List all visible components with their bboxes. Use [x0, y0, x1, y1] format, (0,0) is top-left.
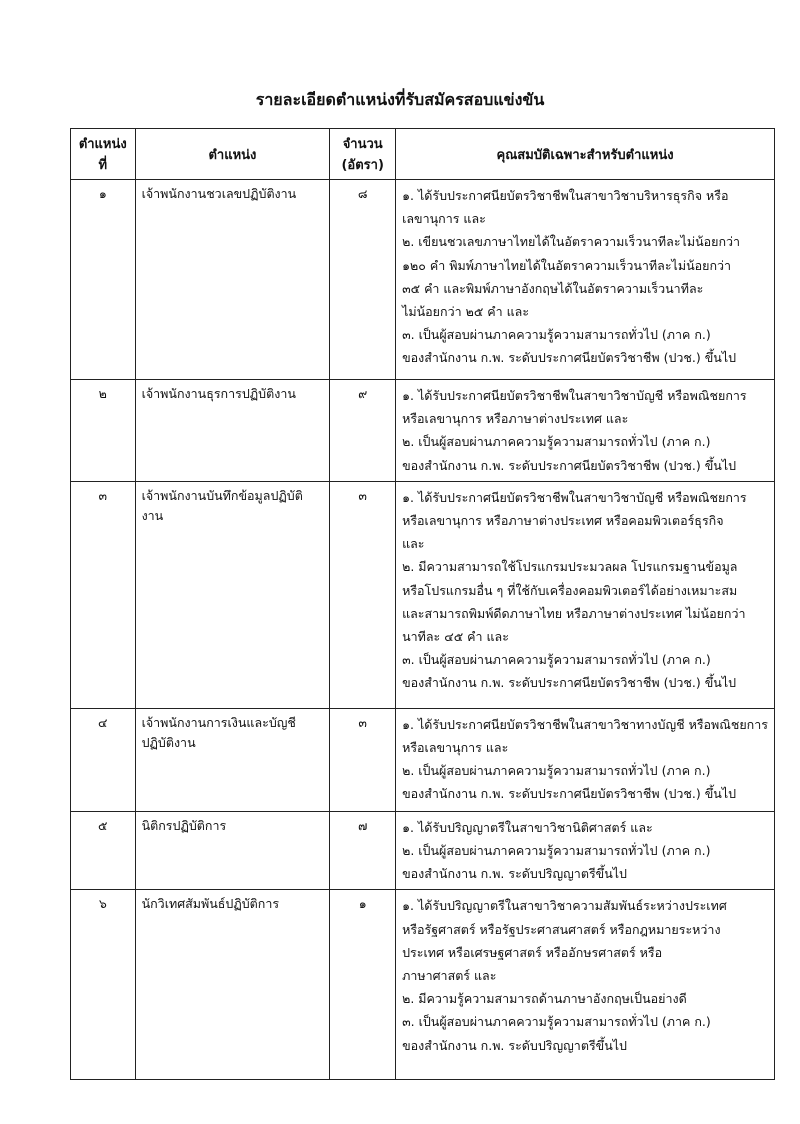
- qualifications-cell: [396, 180, 775, 380]
- position-number: ๔: [71, 708, 136, 811]
- qualification-line: ประเทศ หรือเศรษฐศาสตร์ หรืออักษรศาสตร์ หรือ: [402, 944, 663, 960]
- qualifications-cell: [396, 380, 775, 482]
- position-name: นิติกรปฏิบัติการ: [135, 811, 330, 890]
- position-name: เจ้าพนักงานธุรการปฏิบัติงาน: [135, 380, 330, 482]
- table-row: [71, 708, 775, 811]
- qualification-line: หรือเลขานุการ หรือภาษาต่างประเทศ หรือคอมพิวเตอร์ธุรกิจ: [402, 513, 724, 529]
- position-count: ๓: [330, 708, 396, 811]
- header-count: จำนวน (อัตรา): [330, 129, 396, 180]
- qualification-line: ๑. ได้รับประกาศนียบัตรวิชาชีพในสาขาวิชาบริหารธุรกิจ หรือ: [402, 188, 729, 203]
- table-row: [71, 811, 775, 890]
- positions-table: [70, 128, 775, 1080]
- qualification-line: ๑. ได้รับประกาศนียบัตรวิชาชีพในสาขาวิชาทางบัญชี หรือพณิชยการ: [402, 716, 768, 732]
- table-row: [71, 180, 775, 380]
- qualification-line: และสามารถพิมพ์ดีดภาษาไทย หรือภาษาต่างประเทศ ไม่น้อยกว่า: [402, 605, 746, 621]
- qualifications-cell: [396, 481, 775, 708]
- qualification-line: เลขานุการ และ: [402, 211, 486, 227]
- header-position-no: ตำแหน่งที่: [71, 129, 136, 180]
- qualification-line: ๑. ได้รับประกาศนียบัตรวิชาชีพในสาขาวิชาบัญชี หรือพณิชยการ: [402, 388, 747, 403]
- qualification-line: ของสำนักงาน ก.พ. ระดับประกาศนียบัตรวิชาชีพ (ปวช.) ขึ้นไป: [402, 350, 737, 366]
- qualification-line: ๒. มีความสามารถใช้โปรแกรมประมวลผล โปรแกรมฐานข้อมูล: [402, 559, 738, 575]
- qualification-line: ๑. ได้รับปริญญาตรีในสาขาวิชาความสัมพันธ์ระหว่างประเทศ: [402, 898, 727, 914]
- table-row: [71, 890, 775, 1080]
- qualification-line: ภาษาศาสตร์ และ: [402, 968, 497, 984]
- qualification-line: ของสำนักงาน ก.พ. ระดับประกาศนียบัตรวิชาชีพ (ปวช.) ขึ้นไป: [402, 457, 737, 473]
- qualification-line: ๑๒๐ คำ พิมพ์ภาษาไทยได้ในอัตราความเร็วนาทีละไม่น้อยกว่า: [402, 257, 732, 273]
- position-count: ๑: [330, 890, 396, 1080]
- position-count: ๘: [330, 180, 396, 380]
- position-count: ๗: [330, 811, 396, 890]
- qualification-line: ๓. เป็นผู้สอบผ่านภาคความรู้ความสามารถทั่วไป (ภาค ก.): [402, 652, 711, 668]
- position-name: เจ้าพนักงานการเงินและบัญชีปฏิบัติงาน: [135, 708, 330, 811]
- qualification-line: ๑. ได้รับประกาศนียบัตรวิชาชีพในสาขาวิชาบัญชี หรือพณิชยการ: [402, 489, 747, 505]
- position-number: ๑: [71, 180, 136, 380]
- qualification-line: ของสำนักงาน ก.พ. ระดับประกาศนียบัตรวิชาชีพ (ปวช.) ขึ้นไป: [402, 675, 737, 691]
- table-header-row: [71, 129, 775, 180]
- qualification-line: ๒. มีความรู้ความสามารถด้านภาษาอังกฤษเป็นอย่างดี: [402, 991, 687, 1007]
- position-number: ๕: [71, 811, 136, 890]
- position-count: ๓: [330, 481, 396, 708]
- qualification-line: ๒. เขียนชวเลขภาษาไทยได้ในอัตราความเร็วนาทีละไม่น้อยกว่า: [402, 234, 741, 250]
- qualifications-cell: [396, 811, 775, 890]
- qualification-line: ๓. เป็นผู้สอบผ่านภาคความรู้ความสามารถทั่วไป (ภาค ก.): [402, 327, 711, 343]
- table-row: [71, 380, 775, 482]
- qualifications-cell: [396, 708, 775, 811]
- qualification-line: หรือเลขานุการ หรือภาษาต่างประเทศ และ: [402, 411, 629, 427]
- header-qualifications: คุณสมบัติเฉพาะสำหรับตำแหน่ง: [396, 129, 775, 180]
- qualification-line: ของสำนักงาน ก.พ. ระดับปริญญาตรีขึ้นไป: [402, 1037, 627, 1053]
- qualification-line: ๒. เป็นผู้สอบผ่านภาคความรู้ความสามารถทั่วไป (ภาค ก.): [402, 843, 711, 859]
- position-name: นักวิเทศสัมพันธ์ปฏิบัติการ: [135, 890, 330, 1080]
- qualification-line: และ: [402, 536, 425, 552]
- qualification-line: ๒. เป็นผู้สอบผ่านภาคความรู้ความสามารถทั่วไป (ภาค ก.): [402, 434, 711, 450]
- qualification-line: ของสำนักงาน ก.พ. ระดับปริญญาตรีขึ้นไป: [402, 866, 627, 882]
- qualification-line: ไม่น้อยกว่า ๒๕ คำ และ: [402, 304, 530, 320]
- position-number: ๓: [71, 481, 136, 708]
- position-name: เจ้าพนักงานบันทึกข้อมูลปฏิบัติงาน: [135, 481, 330, 708]
- qualification-line: ๒. เป็นผู้สอบผ่านภาคความรู้ความสามารถทั่วไป (ภาค ก.): [402, 763, 711, 779]
- qualification-line: นาทีละ ๔๕ คำ และ: [402, 629, 509, 645]
- qualification-line: ๑. ได้รับปริญญาตรีในสาขาวิชานิติศาสตร์ และ: [402, 819, 653, 835]
- position-number: ๖: [71, 890, 136, 1080]
- position-number: ๒: [71, 380, 136, 482]
- position-count: ๙: [330, 380, 396, 482]
- position-name: เจ้าพนักงานชวเลขปฏิบัติงาน: [135, 180, 330, 380]
- qualification-line: ๓. เป็นผู้สอบผ่านภาคความรู้ความสามารถทั่วไป (ภาค ก.): [402, 1014, 711, 1030]
- qualification-line: ๓๕ คำ และพิมพ์ภาษาอังกฤษได้ในอัตราความเร็วนาทีละ: [402, 280, 704, 296]
- qualifications-cell: [396, 890, 775, 1080]
- qualification-line: หรือโปรแกรมอื่น ๆ ที่ใช้กับเครื่องคอมพิวเตอร์ได้อย่างเหมาะสม: [402, 582, 738, 598]
- qualification-line: หรือรัฐศาสตร์ หรือรัฐประศาสนศาสตร์ หรือกฎหมายระหว่าง: [402, 921, 721, 937]
- qualification-line: ของสำนักงาน ก.พ. ระดับประกาศนียบัตรวิชาชีพ (ปวช.) ขึ้นไป: [402, 786, 737, 802]
- header-position: ตำแหน่ง: [135, 129, 330, 180]
- qualification-line: หรือเลขานุการ และ: [402, 740, 509, 756]
- document-title: รายละเอียดตำแหน่งที่รับสมัครสอบแข่งขัน: [255, 90, 545, 109]
- table-row: [71, 481, 775, 708]
